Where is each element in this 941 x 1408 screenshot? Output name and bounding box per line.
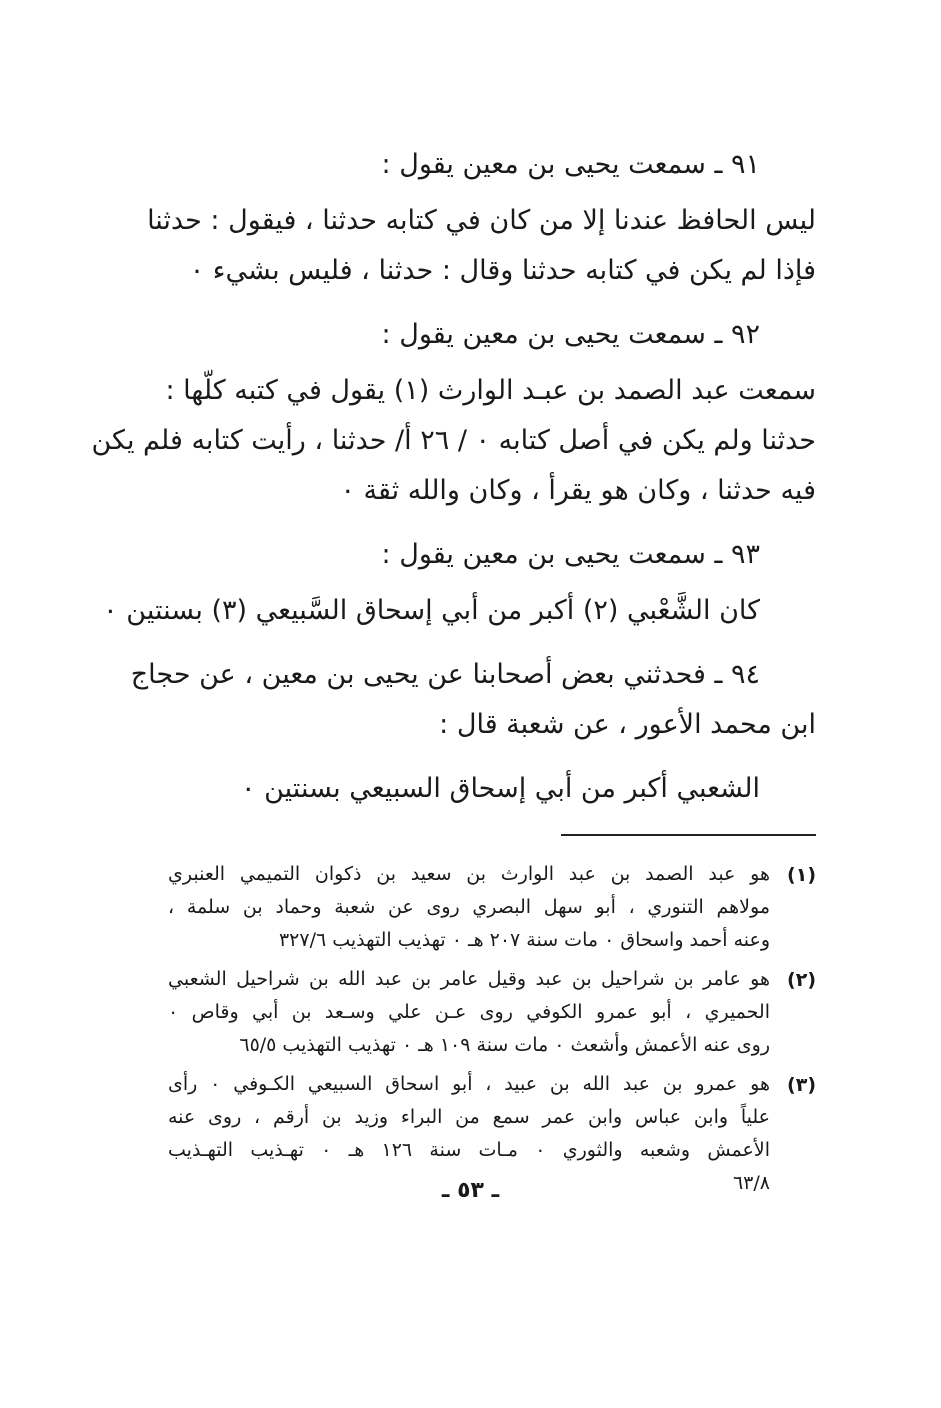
- entry-92-heading: ٩٢ ـ سمعت يحيى بن معين يقول :: [381, 319, 760, 350]
- page-body: [91, 140, 816, 1206]
- entry-91-line-2: فإذا لم يكن في كتابه حدثنا وقال : حدثنا ، فليس بشيء ٠: [189, 255, 816, 286]
- footnote-1-line-3: وعنه أحمد واسحاق ٠ مات سنة ٢٠٧ هـ ٠ تهذيب التهذيب ٣٢٧/٦: [278, 929, 770, 951]
- footnote-1-line-1: هو عبد الصمد بن عبد الوارث بن سعيد بن ذكوان التميمي العنبري: [168, 863, 770, 885]
- entry-93-heading: ٩٣ ـ سمعت يحيى بن معين يقول :: [381, 539, 760, 570]
- footnote-2-number: (٢): [787, 969, 816, 991]
- footnote-2-line-2: الحميري ، أبو عمرو الكوفي روى عـن علي وسـعد بن أبي وقاص ٠: [168, 1001, 770, 1023]
- page-number: ـ ٥٣ ـ: [441, 1178, 500, 1203]
- entry-91-heading: ٩١ ـ سمعت يحيى بن معين يقول :: [381, 149, 760, 180]
- entry-94-line-2: ابن محمد الأعور ، عن شعبة قال :: [439, 709, 816, 740]
- footnote-3-line-1: هو عمرو بن عبد الله بن عبيد ، أبو اسحاق السبيعي الكـوفي ٠ رأى: [168, 1073, 770, 1095]
- footnote-3-line-3: الأعمش وشعبه والثوري ٠ مـات سنة ١٢٦ هـ ٠ تهـذيب التهـذيب: [168, 1139, 770, 1161]
- entry-94-line-1: ٩٤ ـ فحدثني بعض أصحابنا عن يحيى بن معين ، عن حجاج: [130, 659, 760, 690]
- entry-92-line-1: سمعت عبد الصمد بن عبـد الوارث (١) يقول في كتبه كلّها :: [165, 375, 816, 406]
- footnote-2: [168, 963, 816, 1062]
- footnote-2-line-3: روى عنه الأعمش وأشعث ٠ مات سنة ١٠٩ هـ ٠ تهذيب التهذيب ٦٥/٥: [239, 1034, 770, 1056]
- footnote-2-line-1: هو عامر بن شراحيل بن عبد وقيل عامر بن عبد الله بن شراحيل الشعبي: [168, 968, 770, 990]
- footnote-3-line-4: ٦٣/٨: [732, 1172, 770, 1194]
- footnote-1: [168, 858, 816, 957]
- footnote-1-line-2: مولاهم التنوري ، أبو سهل البصري روى عن شعبة وحماد بن سلمة ،: [168, 896, 770, 918]
- footnote-3-number: (٣): [787, 1074, 816, 1096]
- entry-91-line-1: ليس الحافظ عندنا إلا من كان في كتابه حدثنا ، فيقول : حدثنا: [147, 205, 816, 236]
- entry-92-line-2: حدثنا ولم يكن في أصل كتابه ٠ / ٢٦ أ/ حدثنا ، رأيت كتابه فلم يكن: [91, 425, 816, 456]
- footnote-divider: [561, 834, 816, 836]
- entry-94-line-3: الشعبي أكبر من أبي إسحاق السبيعي بسنتين ٠: [241, 773, 760, 804]
- footnote-1-number: (١): [787, 864, 816, 886]
- entry-93-line-1: كان الشَّعْبي (٢) أكبر من أبي إسحاق السَّبيعي (٣) بسنتين ٠: [103, 595, 760, 626]
- entry-92-line-3: فيه حدثنا ، وكان هو يقرأ ، وكان والله ثقة ٠: [340, 475, 816, 506]
- footnote-3-line-2: علياً وابن عباس وابن عمر سمع من البراء وزيد بن أرقم ، روى عنه: [168, 1106, 770, 1128]
